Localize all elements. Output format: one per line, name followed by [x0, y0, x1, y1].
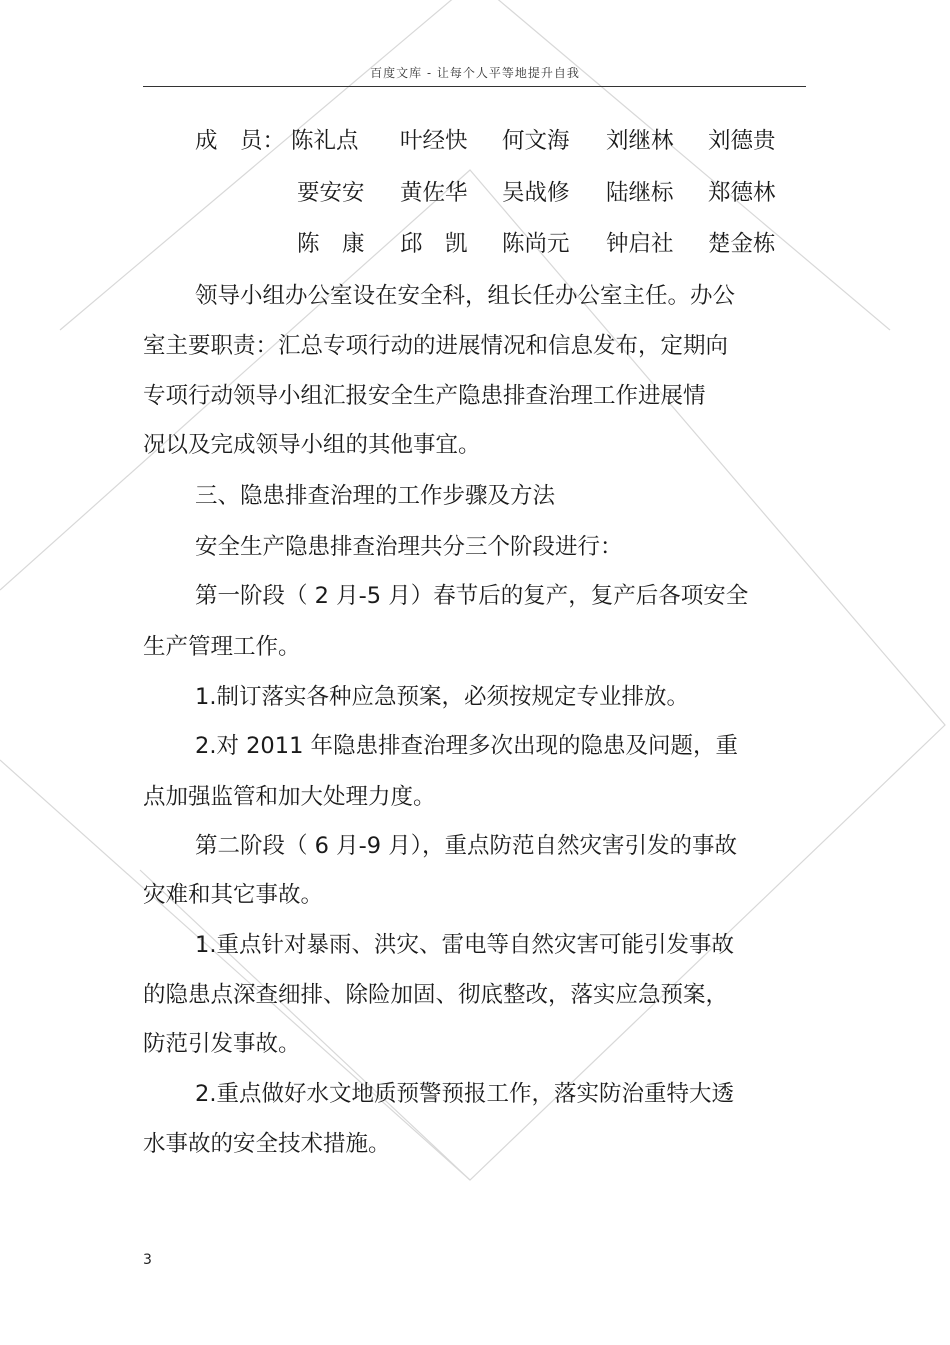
member-name: 郑德林 — [708, 180, 776, 206]
member-name: 陈礼点 — [291, 128, 359, 154]
section-heading: 三、隐患排查治理的工作步骤及方法 — [195, 483, 556, 509]
body-line: 1.制订落实各种应急预案，必须按规定专业排放。 — [195, 684, 689, 710]
body-line: 安全生产隐患排查治理共分三个阶段进行： — [195, 534, 623, 560]
body-line: 的隐患点深查细排、除险加固、彻底整改，落实应急预案， — [143, 982, 729, 1008]
body-line: 专项行动领导小组汇报安全生产隐患排查治理工作进展情 — [143, 383, 706, 409]
body-line: 点加强监管和加大处理力度。 — [143, 784, 436, 810]
body-line: 生产管理工作。 — [143, 634, 301, 660]
page-number: 3 — [143, 1252, 152, 1268]
member-name: 刘德贵 — [708, 128, 776, 154]
member-name: 钟启社 — [606, 231, 674, 257]
body-line: 水事故的安全技术措施。 — [143, 1131, 391, 1157]
body-line: 1.重点针对暴雨、洪灾、雷电等自然灾害可能引发事故 — [195, 932, 734, 958]
running-header: 百度文库 - 让每个人平等地提升自我 — [370, 66, 580, 80]
member-name: 陈尚元 — [502, 231, 570, 257]
members-label: 成 员： — [195, 128, 286, 154]
body-line: 况以及完成领导小组的其他事宜。 — [143, 432, 481, 458]
member-name: 吴战修 — [502, 180, 570, 206]
body-line: 防范引发事故。 — [143, 1031, 301, 1057]
body-line: 第一阶段（ 2 月-5 月）春节后的复产，复产后各项安全 — [195, 583, 749, 609]
member-name: 楚金栋 — [708, 231, 776, 257]
member-name: 陈 康 — [297, 231, 365, 257]
member-name: 陆继标 — [606, 180, 674, 206]
body-line: 领导小组办公室设在安全科，组长任办公室主任。办公 — [195, 283, 736, 309]
member-name: 叶经快 — [400, 128, 468, 154]
body-line: 2.对 2011 年隐患排查治理多次出现的隐患及问题，重 — [195, 733, 739, 759]
header-divider — [143, 86, 806, 87]
member-name: 何文海 — [502, 128, 570, 154]
member-name: 黄佐华 — [400, 180, 468, 206]
member-name: 邱 凯 — [400, 231, 468, 257]
member-name: 刘继林 — [606, 128, 674, 154]
body-line: 灾难和其它事故。 — [143, 882, 324, 908]
body-line: 室主要职责：汇总专项行动的进展情况和信息发布，定期向 — [143, 333, 729, 359]
member-name: 要安安 — [297, 180, 365, 206]
body-line: 2.重点做好水文地质预警预报工作，落实防治重特大透 — [195, 1081, 734, 1107]
body-line: 第二阶段（ 6 月-9 月），重点防范自然灾害引发的事故 — [195, 833, 737, 859]
